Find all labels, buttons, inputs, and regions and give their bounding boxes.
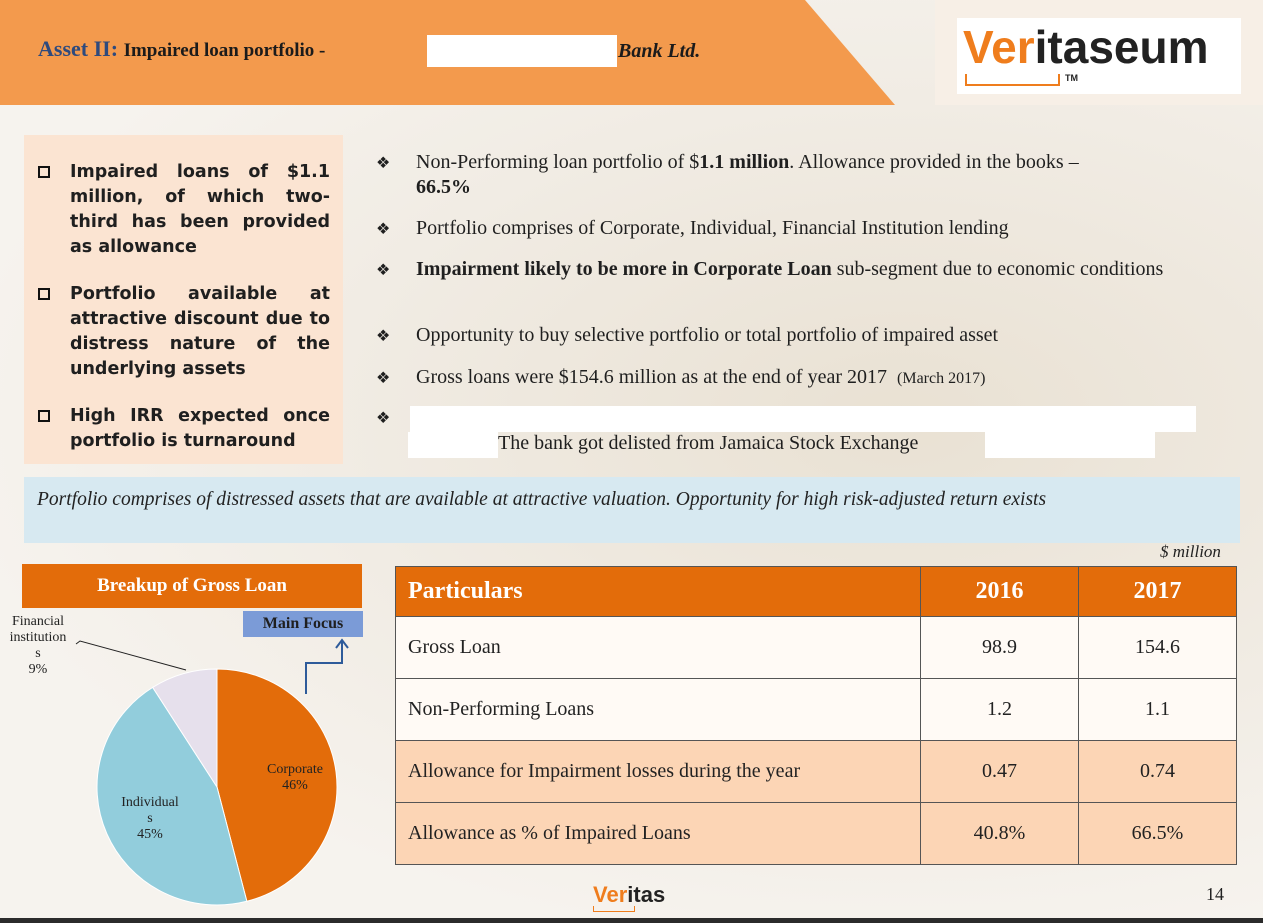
bullet-text: Non-Performing loan portfolio of $ [416, 151, 700, 173]
footer-logo-dark: itas [627, 882, 666, 907]
slice-name: Financial [11, 614, 65, 629]
summary-item [38, 404, 330, 454]
cell-2016: 98.9 [921, 617, 1079, 679]
bank-suffix: Bank Ltd. [618, 40, 701, 62]
redacted-text [408, 432, 498, 458]
summary-banner [24, 477, 1240, 543]
bullet-text: The bank got delisted from Jamaica Stock Exchange [498, 432, 919, 454]
slice-pct: 45% [137, 827, 163, 842]
focus-arrow-line [306, 641, 342, 694]
slice-name: Corporate [267, 762, 323, 777]
bullet-npl [376, 150, 1196, 200]
slice-name: Individual [121, 795, 179, 810]
redacted-bank-name [427, 35, 617, 67]
bullet-text: . Allowance provided in the books – [789, 151, 1079, 173]
summary-box [24, 135, 343, 464]
cell-2016: 0.47 [921, 741, 1079, 803]
bullet-opportunity [376, 323, 1196, 348]
slice-name: institution [9, 630, 67, 645]
cell-2017: 0.74 [1079, 741, 1237, 803]
diamond-bullet-icon: ❖ [376, 262, 391, 279]
footer-logo [593, 882, 665, 908]
bullet-bold: 66.5% [416, 176, 471, 198]
pie-title: Breakup of Gross Loan [22, 564, 362, 608]
checkbox-bullet-icon [38, 288, 50, 300]
bullet-text: sub-segment due to economic conditions [831, 258, 1164, 280]
slice-pct: 46% [282, 778, 308, 793]
bullet-text: Gross loans were $154.6 million as at the end of year 2017 [416, 366, 888, 388]
slice-name: s [35, 646, 41, 661]
row-label: Gross Loan [396, 617, 921, 679]
footer-greek-key-icon [593, 906, 635, 912]
summary-item-text: Impaired loans of $1.1 million, of which two-third has been provided as allowance [70, 162, 330, 257]
bullet-bold: 1.1 million [699, 151, 790, 173]
checkbox-bullet-icon [38, 410, 50, 422]
redacted-text [410, 406, 1196, 432]
header-2017: 2017 [1079, 567, 1237, 617]
title-main: Impaired loan portfolio - [123, 40, 326, 61]
logo-tm: TM [1065, 73, 1078, 83]
slice-name: s [147, 811, 153, 826]
summary-item [38, 282, 330, 382]
cell-2016: 40.8% [921, 803, 1079, 865]
bullet-gross-loans [376, 365, 1196, 391]
pie-label-corporate [262, 762, 328, 794]
slice-pct: 9% [28, 662, 48, 677]
redacted-text [985, 432, 1155, 458]
header-particulars: Particulars [396, 567, 921, 617]
checkbox-bullet-icon [38, 166, 50, 178]
table-row [396, 741, 1237, 803]
page-title [38, 36, 325, 62]
bullet-small: (March 2017) [897, 370, 986, 387]
logo-orange: Ver [963, 21, 1035, 73]
bottom-border [0, 918, 1263, 923]
bullet-composition [376, 216, 1196, 241]
bullet-impairment [376, 257, 1196, 282]
bullet-text: Opportunity to buy selective portfolio or total portfolio of impaired asset [416, 324, 999, 346]
table-header-row [396, 567, 1237, 617]
cell-2016: 1.2 [921, 679, 1079, 741]
banner-text: Portfolio comprises of distressed assets that are available at attractive valuation. Opportunity for high risk-adjusted return exists [37, 489, 1047, 510]
bullet-text: Portfolio comprises of Corporate, Individual, Financial Institution lending [416, 217, 1009, 239]
summary-item [38, 160, 330, 260]
table-row [396, 803, 1237, 865]
footer-logo-orange: Ver [593, 882, 628, 907]
row-label: Non-Performing Loans [396, 679, 921, 741]
title-prefix: Asset II: [38, 36, 119, 61]
pie-label-financial [2, 614, 74, 678]
diamond-bullet-icon: ❖ [376, 328, 391, 345]
cell-2017: 154.6 [1079, 617, 1237, 679]
diamond-bullet-icon: ❖ [376, 410, 391, 427]
summary-item-text: Portfolio available at attractive discount due to distress nature of the underlying assets [70, 284, 330, 379]
table-row [396, 679, 1237, 741]
logo-dark: itaseum [1034, 21, 1209, 73]
pie-label-individuals [115, 795, 185, 843]
table-row [396, 617, 1237, 679]
diamond-bullet-icon: ❖ [376, 221, 391, 238]
diamond-bullet-icon: ❖ [376, 155, 391, 172]
unit-label: $ million [1160, 542, 1221, 561]
cell-2017: 66.5% [1079, 803, 1237, 865]
header-2016: 2016 [921, 567, 1079, 617]
diamond-bullet-icon: ❖ [376, 370, 391, 387]
main-focus-label: Main Focus [243, 611, 363, 637]
financials-table [395, 566, 1237, 865]
row-label: Allowance for Impairment losses during the year [396, 741, 921, 803]
veritaseum-logo [957, 18, 1241, 94]
page-number: 14 [1206, 884, 1224, 904]
cell-2017: 1.1 [1079, 679, 1237, 741]
greek-key-icon [965, 74, 1060, 86]
summary-item-text: High IRR expected once portfolio is turnaround [70, 406, 330, 451]
leader-line [76, 641, 186, 670]
row-label: Allowance as % of Impaired Loans [396, 803, 921, 865]
bullet-bold: Impairment likely to be more in Corporate Loan [416, 258, 832, 280]
